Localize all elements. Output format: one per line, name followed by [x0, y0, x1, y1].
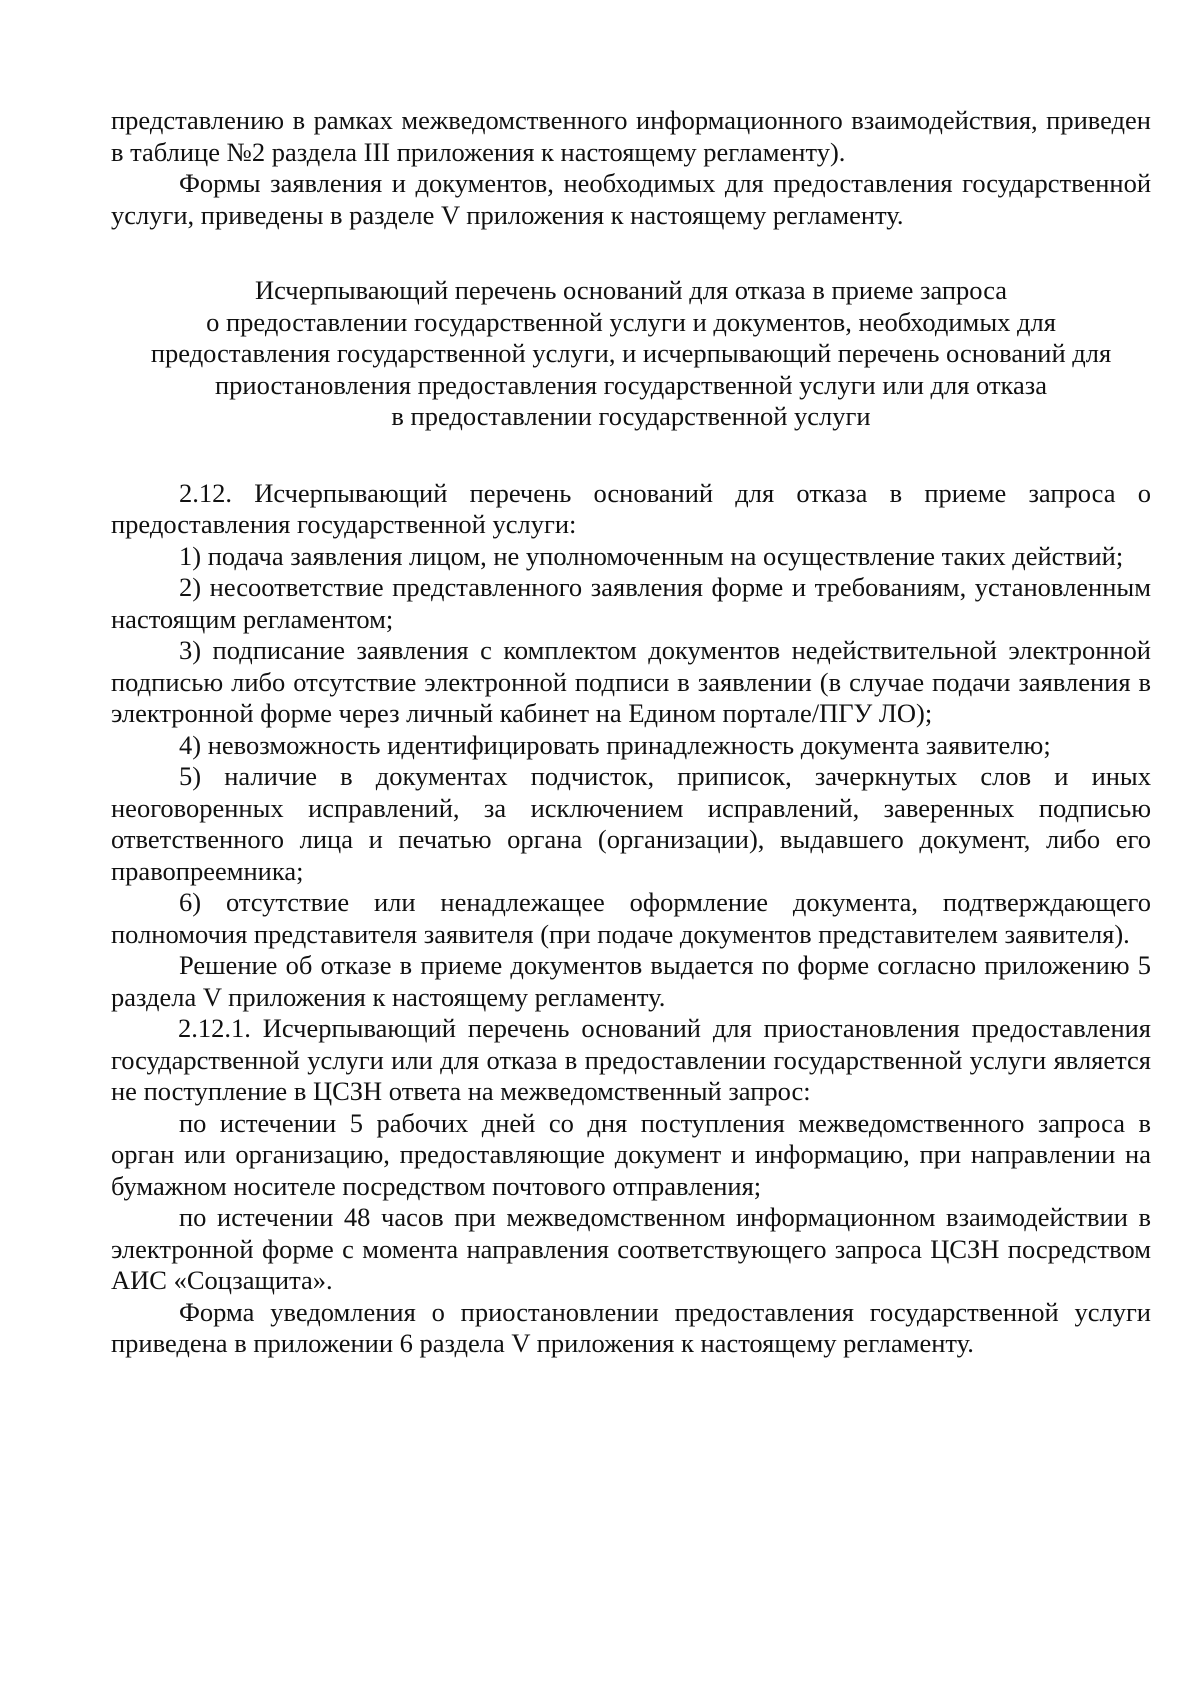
heading-line-1: Исчерпывающий перечень оснований для отказа в приеме запроса [254, 275, 1008, 305]
clause-2-12-intro: 2.12. Исчерпывающий перечень оснований для отказа в приеме запроса о предоставления государственной услуги: [111, 477, 1151, 539]
clause-2-12-1-case-2: по истечении 48 часов при межведомственном информационном взаимодействии в электронной форме с момента направления соответствующего запроса ЦСЗН посредством АИС «Соцзащита». [111, 1202, 1151, 1295]
clause-2-12-1-notice: Форма уведомления о приостановлении предоставления государственной услуги приведена в приложении 6 раздела V приложения к настоящему регламенту. [111, 1296, 1151, 1358]
heading-line-5: в предоставлении государственной услуги [391, 401, 871, 431]
clause-2-12-1-case-1: по истечении 5 рабочих дней со дня поступления межведомственного запроса в орган или организацию, предоставляющие документ и информацию, при направлении на бумажном носителе посредством почтового отправления; [111, 1107, 1151, 1201]
clause-2-12-item-5: 5) наличие в документах подчисток, приписок, зачеркнутых слов и иных неоговоренных исправлений, за исключением исправлений, заверенных подписью ответственного лица и печатью органа (организации), выдавшего документ, либо его правопреемника; [111, 761, 1151, 886]
intro-paragraph-1: представлению в рамках межведомственного информационного взаимодействия, приведен в таблице №2 раздела III приложения к настоящему регламенту). [111, 105, 1151, 167]
clause-2-12-item-2: 2) несоответствие представленного заявления форме и требованиям, установленным настоящим регламентом; [111, 572, 1151, 634]
heading-line-4: приостановления предоставления государственной услуги или для отказа [214, 369, 1048, 400]
clause-2-12-item-1: 1) подача заявления лицом, не уполномоченным на осуществление таких действий; [179, 540, 1124, 571]
clause-2-12-1-intro: 2.12.1. Исчерпывающий перечень оснований для приостановления предоставления государственной услуги или для отказа в предоставлении государственной услуги является не поступление в ЦСЗН ответа на межведомственный запрос: [111, 1013, 1151, 1106]
clause-2-12-item-3: 3) подписание заявления с комплектом документов недействительной электронной подписью либо отсутствие электронной подписи в заявлении (в случае подачи заявления в электронной форме через личный кабинет на Едином портале/ПГУ ЛО); [111, 635, 1151, 728]
clause-2-12-item-6: 6) отсутствие или ненадлежащее оформление документа, подтверждающего полномочия представителя заявителя (при подаче документов представителем заявителя). [111, 887, 1151, 949]
document-body [111, 105, 1151, 1360]
heading-line-2: о предоставлении государственной услуги и документов, необходимых для [206, 306, 1056, 337]
section-heading [111, 275, 1151, 433]
clause-2-12-item-4: 4) невозможность идентифицировать принадлежность документа заявителю; [179, 729, 1051, 760]
heading-line-3: предоставления государственной услуги, и исчерпывающий перечень оснований для [150, 338, 1112, 368]
clause-2-12-decision: Решение об отказе в приеме документов выдается по форме согласно приложению 5 раздела V приложения к настоящему регламенту. [111, 950, 1151, 1012]
intro-paragraph-2: Формы заявления и документов, необходимых для предоставления государственной услуги, приведены в разделе V приложения к настоящему регламенту. [111, 168, 1151, 230]
